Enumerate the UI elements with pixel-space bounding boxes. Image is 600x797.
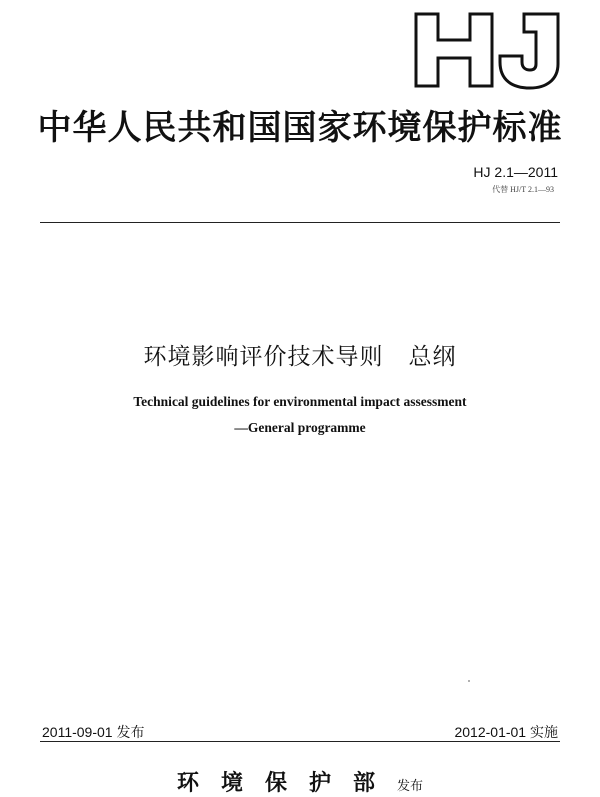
standard-number: HJ 2.1—2011 — [473, 164, 558, 180]
bottom-divider — [40, 741, 560, 742]
document-title-english-line1: Technical guidelines for environmental impact assessment — [133, 394, 467, 409]
top-divider — [40, 222, 560, 223]
publisher-line — [0, 766, 600, 797]
issue-date: 2011-09-01 发布 — [42, 724, 145, 740]
hj-logo-graphic — [412, 10, 562, 90]
document-title-english-line2: —General programme — [234, 420, 366, 435]
scan-speck — [468, 680, 470, 682]
hj-logo — [412, 10, 562, 90]
implementation-date: 2012-01-01 实施 — [454, 724, 558, 740]
publisher-suffix: 发布 — [397, 779, 424, 794]
publisher-name: 环境保护部 — [176, 770, 397, 796]
replaces-note: 代替 HJ/T 2.1—93 — [492, 185, 554, 194]
standard-category-title: 中华人民共和国国家环境保护标准 — [37, 108, 563, 148]
document-title-chinese: 环境影响评价技术导则 总纲 — [143, 344, 457, 370]
